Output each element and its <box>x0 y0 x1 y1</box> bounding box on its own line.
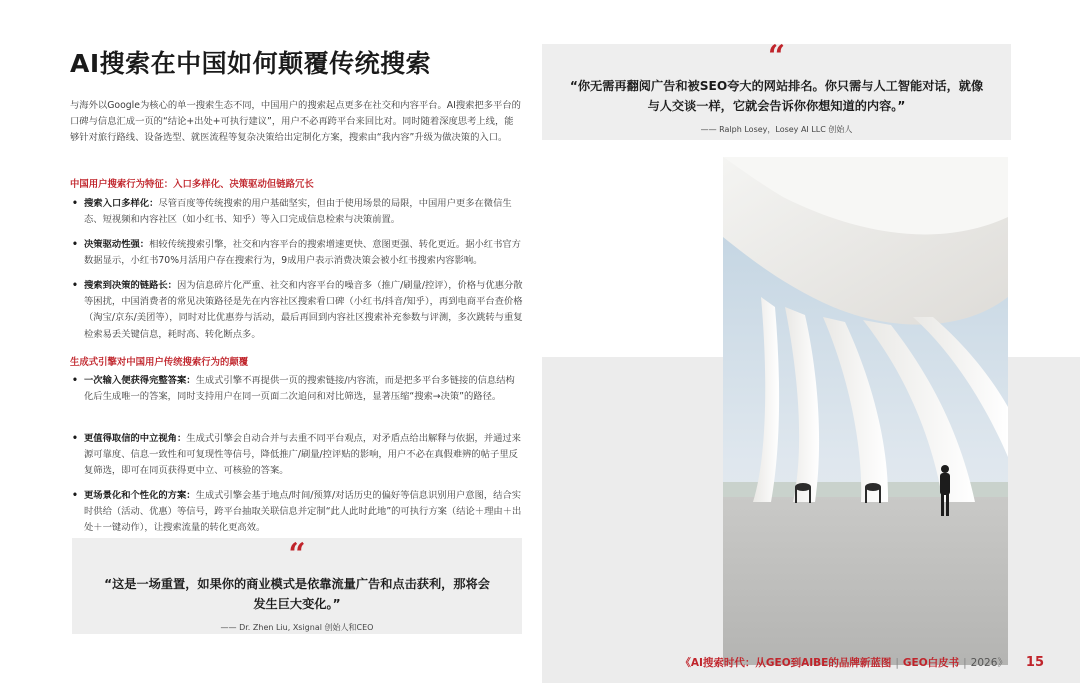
quote-box-right <box>542 39 1011 140</box>
bullet-text: 生成式引擎会基于地点/时间/预算/对话历史的偏好等信息识别用户意图，结合实时供给（活动、优惠）等信号，跨平台抽取关联信息并定制“此人此时此地”的可执行方案（结论＋理由＋出处＋一键动作），让搜索流量的转化更高效。 <box>84 490 522 534</box>
bullet-text: 尽管百度等传统搜索的用户基础坚实，但由于使用场景的局限，中国用户更多在微信生态、短视频和内容社区（如小红书、知乎）等入口完成信息检索与决策前置。 <box>84 198 512 226</box>
bullet-dot: • <box>72 198 78 209</box>
list-item <box>72 278 524 343</box>
architecture-photo <box>723 157 1008 665</box>
bullet-text: 生成式引擎不再提供一页的搜索链接/内容流，而是把多平台多链接的信息结构化后生成唯一的答案，同时支持用户在同一页面二次追问和对比筛选，显著压缩“搜索→决策”的路径。 <box>84 375 515 403</box>
bullet-lead: 一次输入便获得完整答案： <box>84 375 196 386</box>
bullet-lead: 更值得取信的中立视角： <box>84 433 187 444</box>
quote-mark-icon: “ <box>767 39 786 74</box>
bullet-lead: 搜索到决策的链路长： <box>84 280 177 291</box>
bullet-text: 生成式引擎会自动合并与去重不同平台观点，对矛盾点给出解释与依据，并通过来源可靠度、信息一致性和可复现性等信号，降低推广/刷量/控评贴的影响，用户不必在真假难辨的帖子里反复筛选，即可在同页获得更中立、可核验的答案。 <box>84 433 521 477</box>
quote-text: “这是一场重置，如果你的商业模式是依靠流量广告和点击获利，那将会发生巨大变化。” <box>104 577 490 611</box>
list-item <box>72 431 524 480</box>
quote-text: “你无需再翻阅广告和被SEO夸大的网站排名。你只需与人工智能对话，就像与人交谈一样，它就会告诉你你想知道的内容。” <box>569 79 984 113</box>
footer-separator: | <box>895 656 899 669</box>
quote-attribution: —— Ralph Losey，Losey AI LLC 创始人 <box>700 125 853 134</box>
list-item <box>72 237 524 269</box>
footer-separator: | <box>963 656 967 669</box>
list-item <box>72 488 524 537</box>
page-number: 15 <box>1025 655 1044 670</box>
intro-paragraph: 与海外以Google为核心的单一搜索生态不同，中国用户的搜索起点更多在社交和内容平台。AI搜索把多平台的口碑与信息汇成一页的“结论+出处+可执行建议”，用户不必再跨平台来回比对。同时随着深度思考上线，能够针对旅行路线、设备选型、就医流程等复杂决策给出定制化方案，搜索由“我内容”升级为做决策的入口。 <box>70 100 521 143</box>
quote-box-left <box>72 538 522 634</box>
bullet-text: 因为信息碎片化严重、社交和内容平台的噪音多（推广/刷量/控评），价格与优惠分散等困扰，中国消费者的常见决策路径是先在内容社区搜索看口碑（小红书/抖音/知乎），再到电商平台查价格（淘宝/京东/美团等），同时对比优惠券与活动，最后再回到内容社区搜索补充参数与评测，多次跳转与重复检索易丢关键信息，耗时高、转化断点多。 <box>84 280 523 340</box>
bullet-lead: 更场景化和个性化的方案： <box>84 490 196 501</box>
bullet-dot: • <box>72 280 78 291</box>
section-heading-disruption: 生成式引擎对中国用户传统搜索行为的颠覆 <box>70 357 249 368</box>
page-title: AI搜索在中国如何颠覆传统搜索 <box>70 49 432 78</box>
bullet-dot: • <box>72 490 78 501</box>
footer-series: GEO白皮书 <box>902 657 960 669</box>
page-footer <box>680 655 1044 670</box>
footer-year: 2026》 <box>970 657 1008 669</box>
bullet-dot: • <box>72 239 78 250</box>
section-heading-user-behavior: 中国用户搜索行为特征：入口多样化、决策驱动但链路冗长 <box>70 179 314 190</box>
architecture-illustration <box>723 157 1008 665</box>
list-item <box>72 196 524 228</box>
bullet-text: 相较传统搜索引擎，社交和内容平台的搜索增速更快、意图更强、转化更近。据小红书官方数据显示，小红书70%月活用户存在搜索行为，9成用户表示消费决策会被小红书搜索内容影响。 <box>84 239 521 267</box>
bullet-dot: • <box>72 375 78 386</box>
quote-mark-icon: “ <box>288 537 306 572</box>
bullet-dot: • <box>72 433 78 444</box>
footer-book-title: 《AI搜索时代：从GEO到AIBE的品牌新蓝图 <box>680 657 892 669</box>
bullet-lead: 决策驱动性强： <box>84 239 150 250</box>
bullet-lead: 搜索入口多样化： <box>84 198 159 209</box>
list-item <box>72 373 524 405</box>
quote-attribution: —— Dr. Zhen Liu, Xsignal 创始人和CEO <box>220 623 374 632</box>
